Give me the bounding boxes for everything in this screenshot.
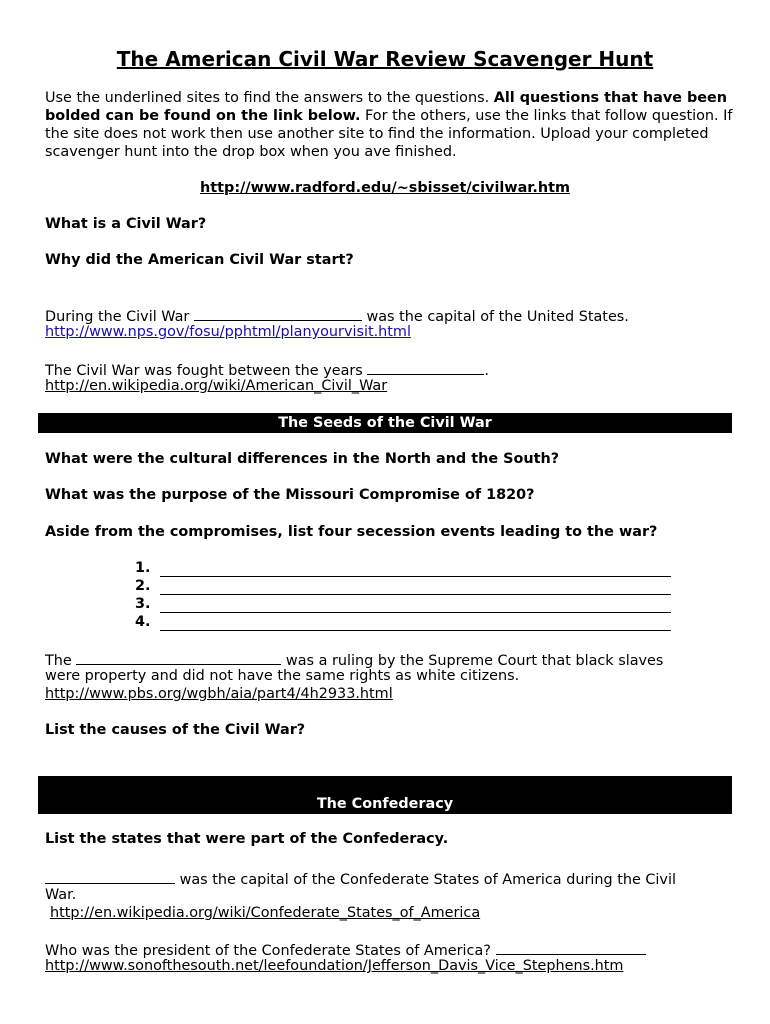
- question-secession-events: Aside from the compromises, list four secession events leading to the war?: [45, 524, 658, 540]
- sons-of-the-south-link[interactable]: http://www.sonofthesouth.net/leefoundation/Jefferson_Davis_Vice_Stephens.htm: [45, 958, 624, 974]
- intro-paragraph: [45, 89, 735, 161]
- ruling-answer-blank[interactable]: [76, 650, 281, 665]
- years-answer-blank[interactable]: [367, 360, 484, 375]
- list-number-2: 2.: [135, 578, 151, 594]
- confed-capital-answer-blank[interactable]: [45, 869, 175, 884]
- question-cultural-differences: What were the cultural differences in the North and the South?: [45, 451, 560, 467]
- ruling-text-after: was a ruling by the Supreme Court that black slaves: [281, 653, 664, 669]
- pbs-link[interactable]: http://www.pbs.org/wgbh/aia/part4/4h2933.html: [45, 686, 393, 702]
- capital-answer-blank[interactable]: [194, 306, 362, 321]
- president-answer-blank[interactable]: [496, 940, 646, 955]
- years-question: [45, 360, 489, 379]
- page-title: The American Civil War Review Scavenger Hunt: [116, 47, 654, 71]
- question-why-start: Why did the American Civil War start?: [45, 252, 354, 268]
- years-text-after: .: [484, 363, 489, 379]
- intro-bold-text: All questions that have been bolded can be found on the link below.: [45, 90, 728, 124]
- ruling-text-before: The: [45, 653, 77, 669]
- wiki-confederate-link[interactable]: http://en.wikipedia.org/wiki/Confederate_States_of_America: [50, 905, 481, 921]
- president-question: [45, 940, 646, 959]
- answer-line-2[interactable]: [160, 578, 671, 595]
- question-what-is-civil-war: What is a Civil War?: [45, 216, 207, 232]
- confed-capital-text-line2: War.: [45, 887, 77, 903]
- list-number-1: 1.: [135, 560, 151, 576]
- list-number-4: 4.: [135, 614, 151, 630]
- intro-text-continued: For the others, use the links that follow question. If the site does not work then use another site to find the information. Upload your completed scavenger hunt into the drop box when you ave finished.: [45, 108, 733, 160]
- capital-text-after: was the capital of the United States.: [361, 309, 629, 325]
- capital-question: [45, 306, 629, 325]
- ruling-question: [45, 650, 663, 669]
- wiki-civil-war-link[interactable]: http://en.wikipedia.org/wiki/American_Civil_War: [45, 378, 388, 394]
- main-link[interactable]: http://www.radford.edu/~sbisset/civilwar.htm: [200, 180, 570, 196]
- section-header-seeds: The Seeds of the Civil War: [38, 413, 732, 433]
- confed-capital-question: [45, 869, 676, 888]
- confed-capital-text-after: was the capital of the Confederate States of America during the Civil: [175, 872, 676, 888]
- list-number-3: 3.: [135, 596, 151, 612]
- question-confederate-states: List the states that were part of the Confederacy.: [45, 831, 449, 847]
- answer-line-4[interactable]: [160, 614, 671, 631]
- years-text-before: The Civil War was fought between the years: [45, 363, 368, 379]
- question-missouri-compromise: What was the purpose of the Missouri Compromise of 1820?: [45, 487, 535, 503]
- capital-text-before: During the Civil War: [45, 309, 194, 325]
- ruling-text-line2: were property and did not have the same rights as white citizens.: [45, 668, 520, 684]
- intro-text: Use the underlined sites to find the answers to the questions.: [45, 90, 494, 106]
- president-text: Who was the president of the Confederate States of America?: [45, 943, 496, 959]
- nps-link[interactable]: http://www.nps.gov/fosu/pphtml/planyourvisit.html: [45, 324, 411, 340]
- answer-line-1[interactable]: [160, 560, 671, 577]
- section-header-confederacy: The Confederacy: [38, 776, 732, 814]
- question-causes: List the causes of the Civil War?: [45, 722, 306, 738]
- answer-line-3[interactable]: [160, 596, 671, 613]
